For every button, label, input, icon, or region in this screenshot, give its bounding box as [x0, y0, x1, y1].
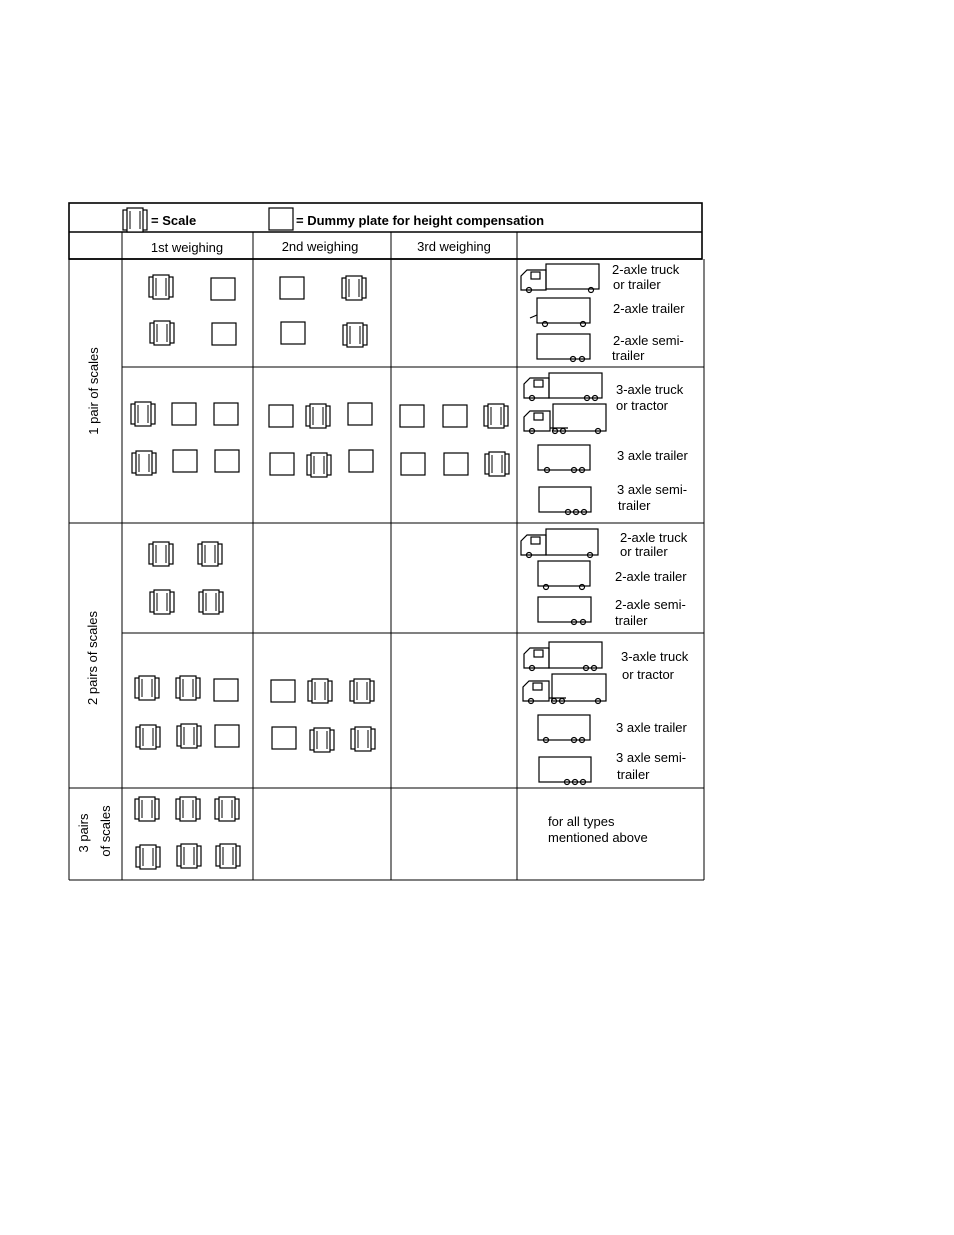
scale-icon: [135, 676, 159, 700]
three-axle-trailer-icon: [538, 445, 590, 473]
vehicle-label: trailer: [615, 613, 648, 628]
scale-icon: [198, 542, 222, 566]
vehicle-label: 2-axle semi-: [615, 597, 686, 612]
dummy-plate-icon: [443, 405, 467, 427]
vehicle-pictograms: [521, 264, 606, 785]
scale-icon: [350, 679, 374, 703]
vehicle-label: 3-axle truck: [621, 649, 689, 664]
vehicle-label: 2-axle semi-: [613, 333, 684, 348]
dummy-plate-icon: [401, 453, 425, 475]
dummy-plate-icon: [400, 405, 424, 427]
three-axle-semitrailer-icon: [539, 757, 591, 785]
scale-icon: [150, 321, 174, 345]
two-axle-semitrailer-icon: [537, 334, 590, 362]
scale-icon: [132, 451, 156, 475]
dummy-plate-icon: [349, 450, 373, 472]
three-axle-trailer-icon: [538, 715, 590, 743]
vehicle-label: 3 axle trailer: [616, 720, 687, 735]
row-label-3-pairs-line1: 3 pairs: [76, 813, 91, 853]
scale-icon: [136, 845, 160, 869]
scale-icon: [308, 679, 332, 703]
column-header-3rd: 3rd weighing: [417, 239, 491, 254]
three-axle-truck-icon: [524, 373, 602, 401]
row-group-labels: [76, 347, 113, 857]
dummy-plate-icon: [214, 403, 238, 425]
scale-icon: [343, 323, 367, 347]
scale-icon: [199, 590, 223, 614]
three-axle-semitrailer-icon: [539, 487, 591, 515]
vehicle-label: 3 axle semi-: [616, 750, 687, 765]
dummy-plate-icon: [444, 453, 468, 475]
all-types-note-line2: mentioned above: [548, 830, 648, 845]
dummy-plate-icon: [172, 403, 196, 425]
scale-icon: [176, 676, 200, 700]
scale-icon: [342, 276, 366, 300]
scale-icon: [310, 728, 334, 752]
three-axle-truck-icon: [524, 642, 602, 671]
column-headers: [151, 239, 491, 255]
plate-layouts: [131, 275, 509, 869]
scale-icon: [131, 402, 155, 426]
scale-legend-label: = Scale: [151, 213, 197, 228]
vehicle-label: 2-axle truck: [612, 262, 680, 277]
scale-icon: [177, 844, 201, 868]
dummy-plate-icon: [272, 727, 296, 749]
scale-icon: [216, 844, 240, 868]
column-header-1st: 1st weighing: [150, 240, 224, 255]
dummy-plate-icon: [270, 453, 294, 475]
row-label-2-pairs: 2 pairs of scales: [85, 611, 100, 705]
vehicle-label: trailer: [618, 498, 651, 513]
scale-icon: [484, 404, 508, 428]
two-axle-truck-icon: [521, 529, 598, 558]
two-axle-truck-icon: [521, 264, 599, 293]
all-types-note-line1: for all types: [548, 814, 615, 829]
vehicle-label: trailer: [617, 767, 650, 782]
scale-icon: [150, 590, 174, 614]
scale-icon: [215, 797, 239, 821]
dummy-plate-icon: [348, 403, 372, 425]
dummy-plate-icon: [215, 450, 239, 472]
vehicle-label: or trailer: [620, 544, 668, 559]
vehicle-label: or tractor: [622, 667, 675, 682]
dummy-plate-icon: [271, 680, 295, 702]
row-label-1-pair: 1 pair of scales: [86, 347, 101, 435]
dummy-plate-legend-icon: [269, 208, 293, 230]
vehicle-label: 2-axle trailer: [615, 569, 687, 584]
dummy-plate-icon: [280, 277, 304, 299]
dummy-plate-icon: [173, 450, 197, 472]
two-axle-trailer-icon: [538, 561, 590, 590]
scale-icon: [306, 404, 330, 428]
vehicle-label: trailer: [612, 348, 645, 363]
scale-icon: [176, 797, 200, 821]
vehicle-label: or trailer: [613, 277, 661, 292]
column-header-2nd: 2nd weighing: [281, 239, 359, 254]
vehicle-label: 3-axle truck: [616, 382, 684, 397]
scale-icon: [307, 453, 331, 477]
scale-icon: [149, 542, 173, 566]
two-axle-trailer-icon: [530, 298, 590, 327]
vehicle-label: or tractor: [616, 398, 669, 413]
dummy-plate-icon: [211, 278, 235, 300]
dummy-plate-icon: [214, 679, 238, 701]
dummy-plate-icon: [215, 725, 239, 747]
dummy-plate-icon: [212, 323, 236, 345]
scale-icon: [351, 727, 375, 751]
dummy-plate-icon: [281, 322, 305, 344]
vehicle-label: 2-axle trailer: [613, 301, 685, 316]
scale-icon: [136, 725, 160, 749]
legend: [123, 208, 544, 232]
dummy-plate-icon: [269, 405, 293, 427]
scale-legend-icon: [123, 208, 147, 232]
scale-icon: [177, 724, 201, 748]
scale-icon: [149, 275, 173, 299]
vehicle-label: 2-axle truck: [620, 530, 688, 545]
tractor-unit-icon: [524, 404, 606, 434]
row-label-3-pairs-line2: of scales: [98, 805, 113, 857]
vehicle-label: 3 axle semi-: [617, 482, 688, 497]
scale-icon: [135, 797, 159, 821]
tractor-unit-icon: [523, 674, 606, 704]
two-axle-semitrailer-icon: [538, 597, 591, 625]
dummy-plate-legend-label: = Dummy plate for height compensation: [296, 213, 545, 228]
scale-icon: [485, 452, 509, 476]
vehicle-label: 3 axle trailer: [617, 448, 688, 463]
